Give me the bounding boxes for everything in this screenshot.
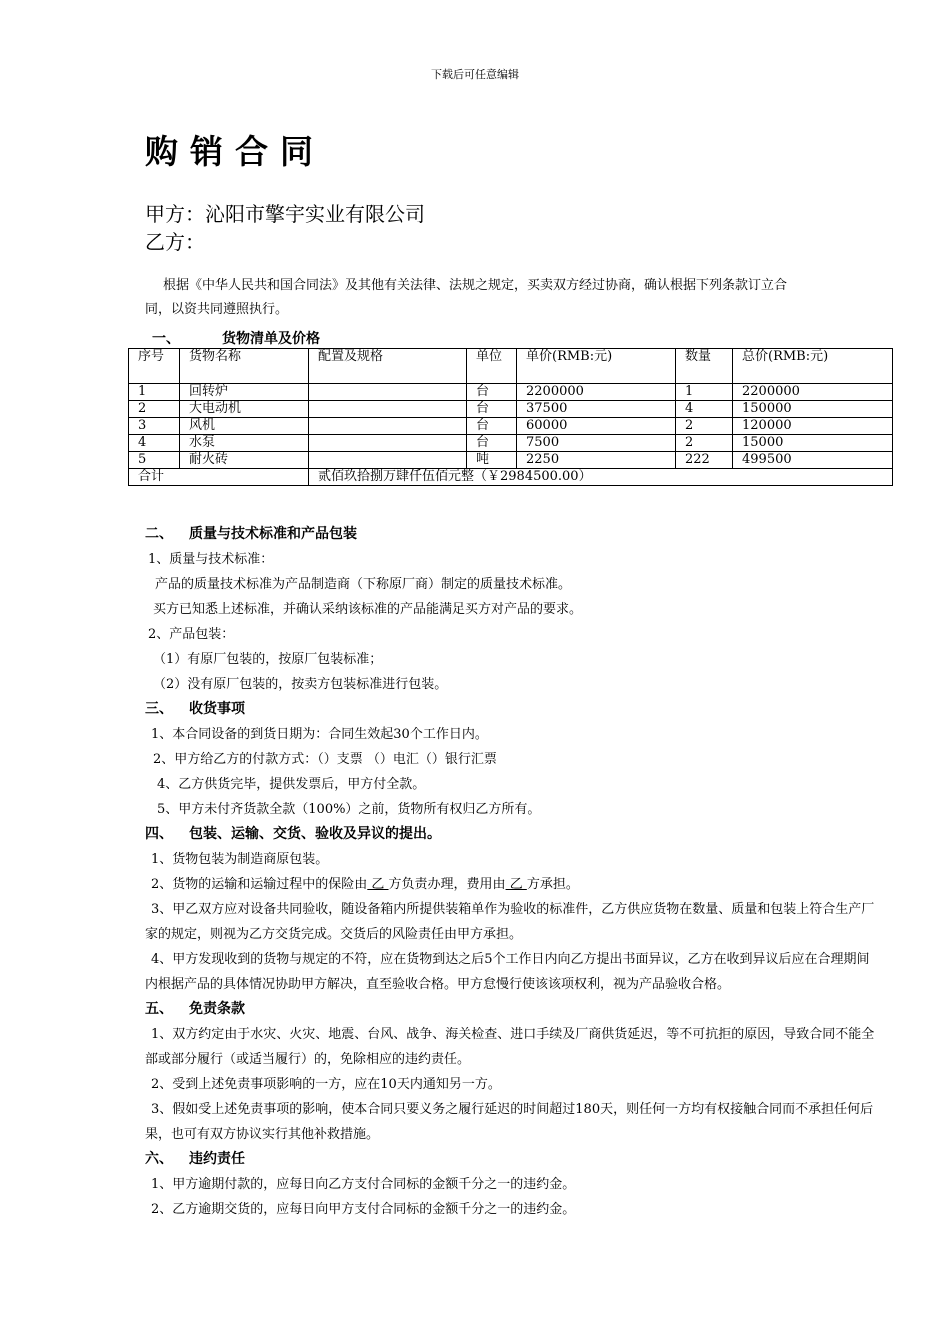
column-header: 配置及规格 <box>309 349 467 384</box>
table-cell: 1 <box>676 384 733 401</box>
table-cell: 4 <box>129 435 180 452</box>
table-cell: 回转炉 <box>180 384 309 401</box>
clause-text: 1、本合同设备的到货日期为：合同生效起30个工作日内。 <box>151 727 488 742</box>
intro-paragraph: 根据《中华人民共和国合同法》及其他有关法律、法规之规定，买卖双方经过协商，确认根据下列条款订立合同，以资共同遵照执行。 <box>145 278 788 317</box>
contract-title: 购销合同 <box>145 132 325 171</box>
table-cell: 台 <box>467 418 517 435</box>
filled-blank: 乙 <box>505 877 527 892</box>
clause-text: 2、受到上述免责事项影响的一方，应在10天内通知另一方。 <box>151 1077 501 1092</box>
clause-fragment: 方负责办理，费用由 <box>388 877 506 892</box>
clause-text: （2）没有原厂包装的，按卖方包装标准进行包装。 <box>153 677 448 692</box>
clause-text: 3、假如受上述免责事项的影响，使本合同只要义务之履行延迟的时间超过180天，则任何一方均有权接触合同而不承担任何后果，也可有双方协议实行其他补救措施。 <box>145 1102 874 1142</box>
section-number: 五、 <box>145 1001 173 1017</box>
table-cell: 37500 <box>517 401 676 418</box>
section-title: 违约责任 <box>189 1151 245 1167</box>
goods-table <box>128 348 893 486</box>
column-header: 序号 <box>129 349 180 384</box>
section-title: 收货事项 <box>189 701 245 717</box>
table-cell: 7500 <box>517 435 676 452</box>
clause-text: 1、质量与技术标准： <box>148 552 274 567</box>
total-value: 贰佰玖拾捌万肆仟伍佰元整（￥2984500.00） <box>309 469 893 486</box>
column-header: 货物名称 <box>180 349 309 384</box>
table-cell: 4 <box>676 401 733 418</box>
contract-body <box>145 522 880 1222</box>
section-number: 二、 <box>145 526 173 542</box>
section-title: 货物清单及价格 <box>222 331 320 347</box>
party-b: 乙方： <box>145 230 205 254</box>
section-1-heading <box>152 328 320 348</box>
table-cell: 风机 <box>180 418 309 435</box>
table-row <box>129 418 893 435</box>
total-label: 合计 <box>129 469 309 486</box>
section-number: 一、 <box>152 331 180 347</box>
table-cell: 3 <box>129 418 180 435</box>
table-header-row <box>129 349 893 384</box>
clause-text: 5、甲方未付齐货款全款（100%）之前，货物所有权归乙方所有。 <box>157 802 541 817</box>
clause-text: 3、甲乙双方应对设备共同验收，随设备箱内所提供装箱单作为验收的标准件，乙方供应货物在数量、质量和包装上符合生产厂家的规定，则视为乙方交货完成。交货后的风险责任由甲方承担。 <box>145 902 875 942</box>
table-cell: 水泵 <box>180 435 309 452</box>
clause-text: 1、双方约定由于水灾、火灾、地震、台风、战争、海关检查、进口手续及厂商供货延迟，等不可抗拒的原因，导致合同不能全部或部分履行（或适当履行）的，免除相应的违约责任。 <box>145 1027 875 1067</box>
clause-fragment: 方承担。 <box>526 877 579 892</box>
table-cell: 222 <box>676 452 733 469</box>
clause-text: 4、乙方供货完毕，提供发票后，甲方付全款。 <box>157 777 426 792</box>
table-cell: 15000 <box>733 435 893 452</box>
section-number: 六、 <box>145 1151 173 1167</box>
table-cell: 5 <box>129 452 180 469</box>
table-cell: 耐火砖 <box>180 452 309 469</box>
column-header: 总价(RMB:元) <box>733 349 893 384</box>
column-header: 单位 <box>467 349 517 384</box>
section-4-heading <box>145 822 880 847</box>
clause-text: 2、产品包装： <box>148 627 235 642</box>
table-cell: 150000 <box>733 401 893 418</box>
clause-text: 1、甲方逾期付款的，应每日向乙方支付合同标的金额千分之一的违约金。 <box>151 1177 576 1192</box>
header-note: 下载后可任意编辑 <box>431 68 519 81</box>
table-total-row <box>129 469 893 486</box>
table-cell: 2 <box>676 418 733 435</box>
party-a: 甲方：沁阳市擎宇实业有限公司 <box>145 202 425 226</box>
table-cell: 2 <box>129 401 180 418</box>
table-cell <box>309 401 467 418</box>
table-row <box>129 452 893 469</box>
table-cell: 60000 <box>517 418 676 435</box>
section-number: 三、 <box>145 701 173 717</box>
section-title: 质量与技术标准和产品包装 <box>189 526 357 542</box>
table-row <box>129 401 893 418</box>
clause-text: （1）有原厂包装的，按原厂包装标准； <box>153 652 383 667</box>
column-header: 数量 <box>676 349 733 384</box>
clause-text <box>145 872 880 897</box>
section-title: 免责条款 <box>189 1001 245 1017</box>
table-cell <box>309 418 467 435</box>
table-cell: 台 <box>467 384 517 401</box>
table-cell <box>309 435 467 452</box>
table-cell: 2200000 <box>517 384 676 401</box>
section-6-heading <box>145 1147 880 1172</box>
table-cell: 499500 <box>733 452 893 469</box>
clause-fragment: 2、货物的运输和运输过程中的保险由 <box>151 877 368 892</box>
section-number: 四、 <box>145 826 173 842</box>
section-title: 包装、运输、交货、验收及异议的提出。 <box>189 826 441 842</box>
table-cell <box>309 452 467 469</box>
table-cell: 2200000 <box>733 384 893 401</box>
column-header: 单价(RMB:元) <box>517 349 676 384</box>
table-cell <box>309 384 467 401</box>
filled-blank: 乙 <box>367 877 389 892</box>
table-cell: 2250 <box>517 452 676 469</box>
section-2-heading <box>145 522 880 547</box>
table-cell: 2 <box>676 435 733 452</box>
table-cell: 120000 <box>733 418 893 435</box>
table-cell: 大电动机 <box>180 401 309 418</box>
table-row <box>129 384 893 401</box>
clause-text: 2、甲方给乙方的付款方式：（）支票 （）电汇（）银行汇票 <box>153 752 497 767</box>
clause-text: 产品的质量技术标准为产品制造商（下称原厂商）制定的质量技术标准。 <box>155 577 572 592</box>
clause-text: 买方已知悉上述标准，并确认采纳该标准的产品能满足买方对产品的要求。 <box>153 602 583 617</box>
clause-text: 4、甲方发现收到的货物与规定的不符，应在货物到达之后5个工作日内向乙方提出书面异议，乙方在收到异议后应在合理期间内根据产品的具体情况协助甲方解决，直至验收合格。甲方怠慢行使该该项权利，视为产品验收合格。 <box>145 952 870 992</box>
section-3-heading <box>145 697 880 722</box>
table-cell: 1 <box>129 384 180 401</box>
table-cell: 台 <box>467 435 517 452</box>
table-cell: 吨 <box>467 452 517 469</box>
table-cell: 台 <box>467 401 517 418</box>
table-row <box>129 435 893 452</box>
clause-text: 1、货物包装为制造商原包装。 <box>151 852 329 867</box>
section-5-heading <box>145 997 880 1022</box>
clause-text: 2、乙方逾期交货的，应每日向甲方支付合同标的金额千分之一的违约金。 <box>151 1202 576 1217</box>
